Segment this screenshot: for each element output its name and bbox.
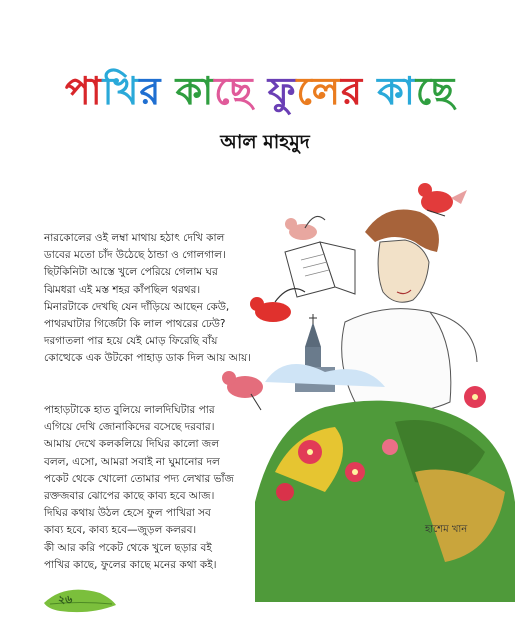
poem-line: আমায় দেখে কলকলিয়ে দিঘির কালো জল [44, 438, 220, 451]
poem-line: ঝিমধরা এই মস্ত শহর কাঁপছিল থরথর। [44, 283, 201, 296]
illustrator-signature: হাশেম খান [425, 524, 468, 535]
poem-line: নারকোলের ওই লম্বা মাথায় হঠাৎ দেখি কাল [44, 232, 225, 244]
title-part: ছে [214, 69, 268, 113]
poem-line: পাখির কাছে, ফুলের কাছে মনের কথা কই। [44, 558, 217, 571]
bird-icon [222, 371, 263, 410]
poem-line: ছিটকিনিটা আস্তে খুলে পেরিয়ে গেলাম ঘর [44, 266, 218, 279]
title-part: পা [64, 69, 103, 113]
poem-line: পাথরঘাটার গির্জেটা কি লাল পাথরের ঢেউ? [44, 318, 226, 331]
bird-icon [418, 183, 467, 216]
poem-line: বলল, এসো, আমরা সবাই না ঘুমানোর দল [44, 455, 220, 468]
title-part: খি [102, 69, 140, 113]
title-part: কা [175, 69, 215, 113]
poem-line: দিঘির কথায় উঠল হেসে ফুল পাখিরা সব [44, 507, 211, 520]
poem-line: পাহাড়টাকে হাত বুলিয়ে লালদিঘিটার পার [44, 404, 215, 416]
poem-line: কোত্থেকে এক উটকো পাহাড় ডাক দিল আয় আয়। [44, 352, 251, 365]
title-part: ফু [267, 69, 297, 113]
title-part: র [139, 69, 176, 113]
title-part: ছে [415, 69, 456, 113]
bird-icon [285, 216, 325, 240]
poem-line: কী আর করি পকেট থেকে খুলে ছড়ার বই [44, 541, 212, 554]
title-part: লে [296, 69, 342, 113]
stanza-2 [44, 402, 234, 574]
poem-line: দরগাতলা পার হয়ে যেই মোড় ফিরেছি বাঁয় [44, 335, 218, 348]
author-name: আল মাহমুদ [220, 131, 310, 153]
flowers-foliage [255, 386, 515, 602]
poem-line: ডাবের মতো চাঁদ উঠেছে ঠান্ডা ও গোলগাল। [44, 249, 226, 262]
poem-title [40, 62, 480, 126]
poem-illustration [215, 172, 515, 602]
title-part: র [341, 69, 378, 113]
poem-line: রক্তজবার ঝোপের কাছে কাব্য হবে আজ। [44, 490, 215, 503]
page-number: ২৬ [58, 593, 73, 606]
poem-line: কাব্য হবে, কাব্য হবে—জুড়ল কলরব। [44, 524, 197, 537]
poem-line: মিনারটাকে দেখছি যেন দাঁড়িয়ে আছেন কেউ, [44, 300, 230, 313]
title-part: কা [377, 69, 416, 113]
poem-line: এগিয়ে দেখি জোনাকিদের বসেছে দরবার। [44, 421, 215, 434]
leaf-icon [40, 585, 120, 615]
poem-line: পকেট থেকে খোলো তোমার পদ্য লেখার ভাঁজ [44, 472, 234, 485]
